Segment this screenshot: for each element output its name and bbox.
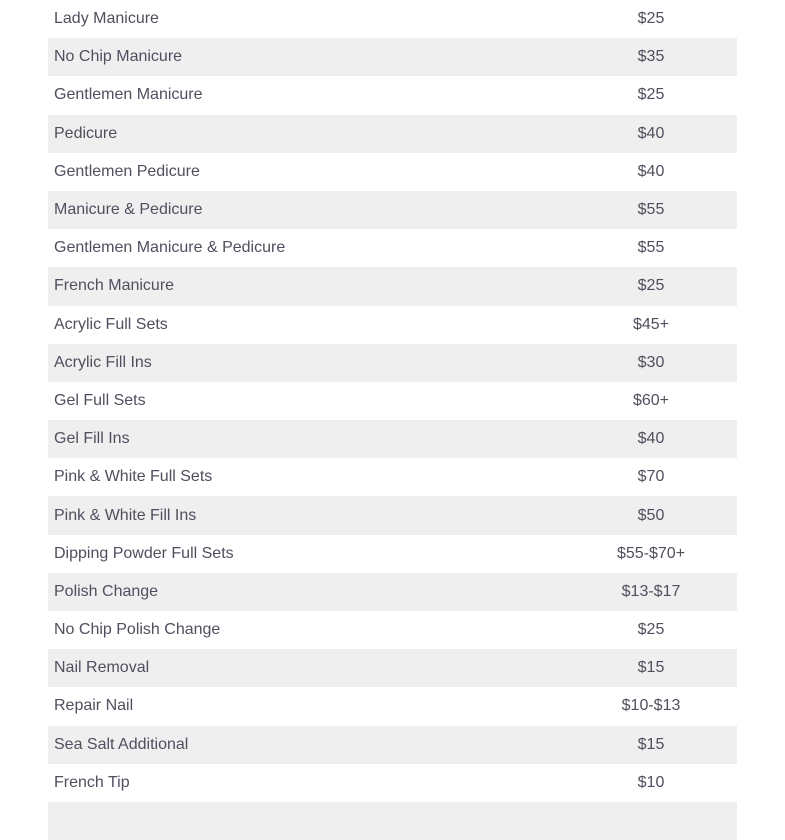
service-price: $35 <box>637 48 665 66</box>
table-row <box>48 649 737 687</box>
service-price: $40 <box>637 124 665 142</box>
table-row <box>48 153 737 191</box>
service-name: Dipping Powder Full Sets <box>54 544 234 562</box>
service-price: $25 <box>637 621 665 639</box>
service-name: No Chip Polish Change <box>54 621 221 639</box>
table-row <box>48 687 737 725</box>
table-row <box>48 76 737 114</box>
table-row <box>48 229 737 267</box>
service-name: Lady Manicure <box>54 10 159 28</box>
service-price: $25 <box>637 10 665 28</box>
service-name: Gel Fill Ins <box>54 430 130 448</box>
table-row <box>48 38 737 76</box>
service-price: $30 <box>637 353 665 371</box>
service-price: $55 <box>637 201 665 219</box>
service-name: Repair Nail <box>54 697 134 715</box>
service-price: $70 <box>637 468 665 486</box>
service-name: Gel Full Sets <box>54 391 146 409</box>
service-price: $40 <box>637 162 665 180</box>
service-price: $40 <box>637 430 665 448</box>
service-name: Gentlemen Manicure <box>54 86 203 104</box>
table-row <box>48 382 737 420</box>
service-name: Acrylic Full Sets <box>54 315 168 333</box>
service-price: $50 <box>637 506 665 524</box>
service-price: $60+ <box>632 391 670 409</box>
table-row <box>48 611 737 649</box>
table-row <box>48 458 737 496</box>
service-price: $13-$17 <box>621 582 681 600</box>
service-price: $25 <box>637 277 665 295</box>
service-name: Pink & White Full Sets <box>54 468 213 486</box>
service-name: Gentlemen Pedicure <box>54 162 200 180</box>
table-row <box>48 191 737 229</box>
service-name: Pink & White Fill Ins <box>54 506 197 524</box>
service-name: No Chip Manicure <box>54 48 183 66</box>
table-row <box>48 764 737 802</box>
table-row <box>48 115 737 153</box>
service-price: $10 <box>637 773 665 791</box>
table-row <box>48 535 737 573</box>
table-row <box>48 344 737 382</box>
service-name: French Tip <box>54 773 130 791</box>
service-name: French Manicure <box>54 277 175 295</box>
service-price: $25 <box>637 86 665 104</box>
service-price: $55-$70+ <box>616 544 686 562</box>
table-row <box>48 0 737 38</box>
table-row <box>48 420 737 458</box>
service-name: Acrylic Fill Ins <box>54 353 152 371</box>
price-list-table <box>48 0 737 840</box>
table-row <box>48 306 737 344</box>
service-name: Polish Change <box>54 582 159 600</box>
service-price: $55 <box>637 239 665 257</box>
service-price: $45+ <box>632 315 670 333</box>
service-name: Pedicure <box>54 124 118 142</box>
service-name: Gentlemen Manicure & Pedicure <box>54 239 286 257</box>
service-name: Sea Salt Additional <box>54 735 189 753</box>
table-row <box>48 573 737 611</box>
service-name: Manicure & Pedicure <box>54 201 203 219</box>
table-row <box>48 267 737 305</box>
service-price: $15 <box>637 659 665 677</box>
service-name: Nail Removal <box>54 659 150 677</box>
table-row <box>48 726 737 764</box>
table-row <box>48 496 737 534</box>
service-price: $10-$13 <box>621 697 681 715</box>
service-price: $15 <box>637 735 665 753</box>
